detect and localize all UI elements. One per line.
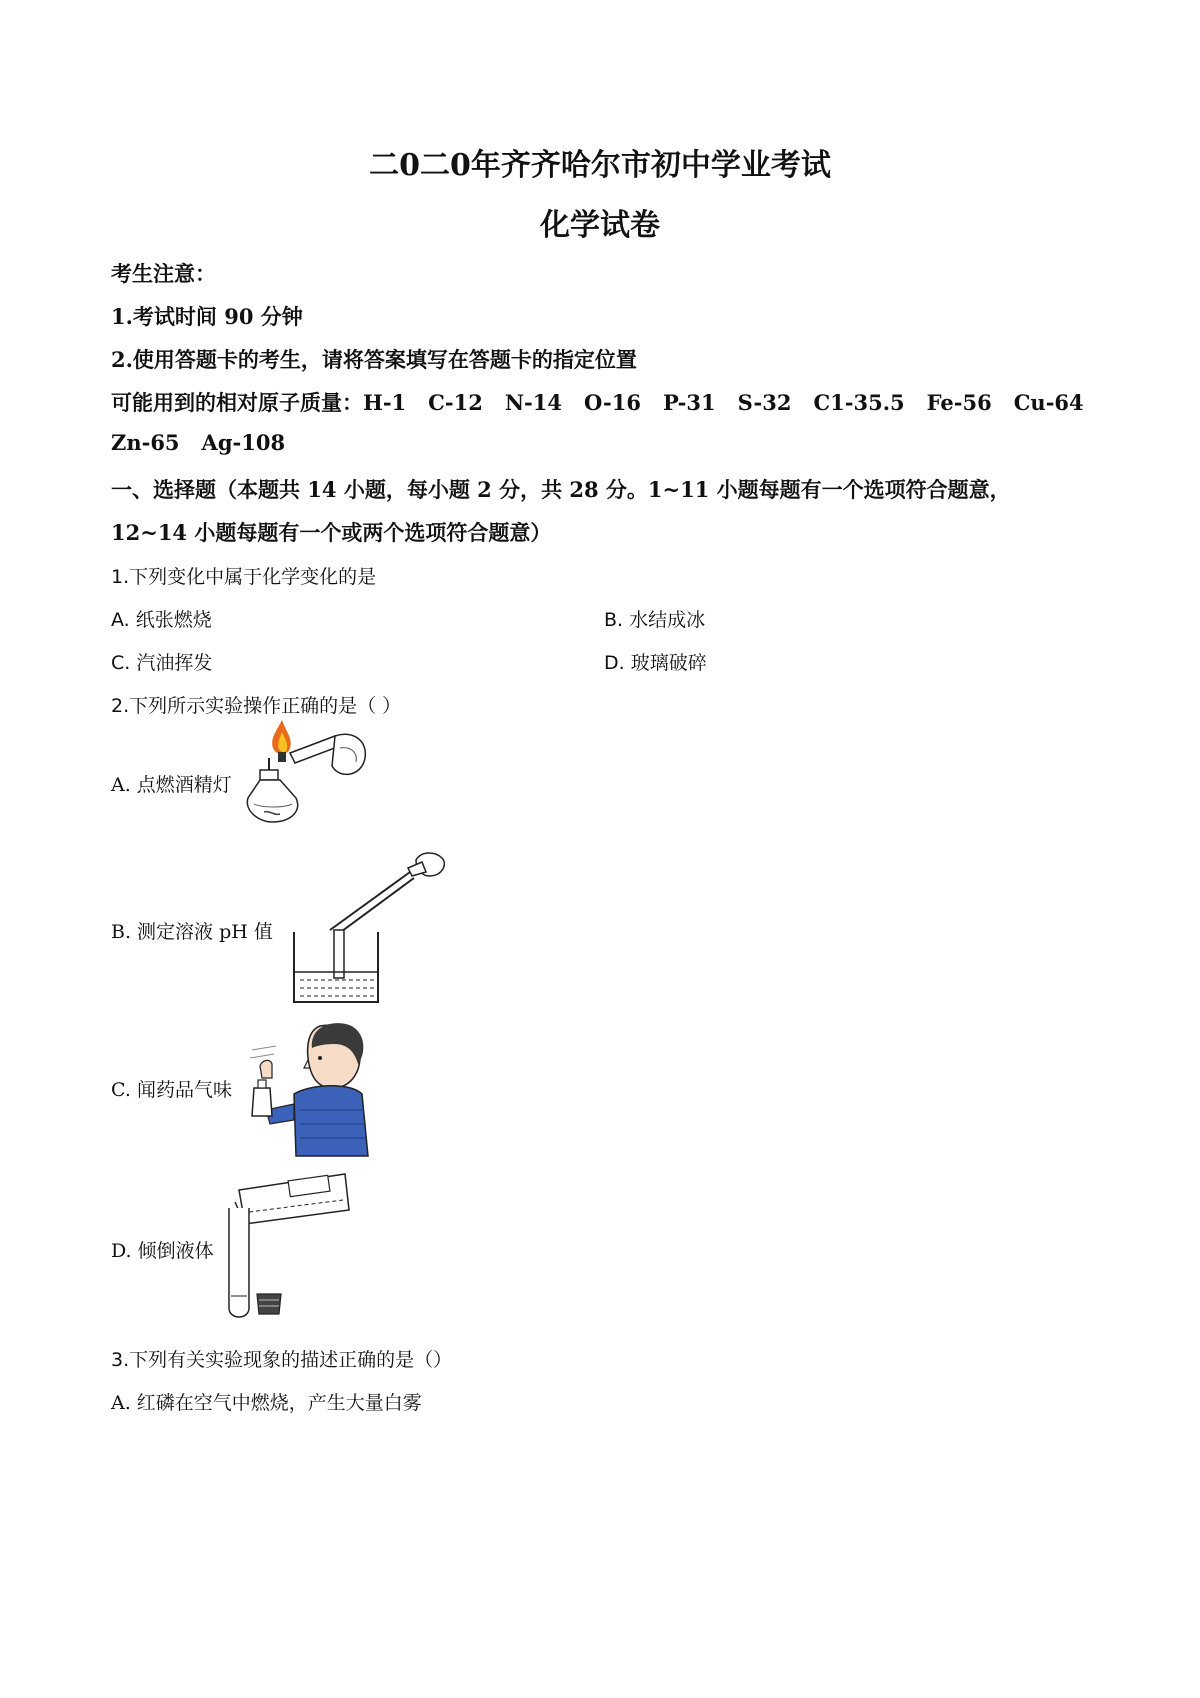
question-1-stem: 1.下列变化中属于化学变化的是 [111,566,377,588]
atomic-mass-cu: Cu-64 [1013,390,1084,415]
atomic-mass-n: N-14 [504,390,562,415]
atomic-mass-cl: C1-35.5 [813,390,905,415]
question-3-stem: 3.下列有关实验现象的描述正确的是（） [111,1349,453,1371]
notice-item-1: 1.考试时间 90 分钟 [111,304,303,329]
question-1-option-d: D. 玻璃破碎 [604,652,707,674]
atomic-mass-c: C-12 [428,390,483,415]
question-1-option-b: B. 水结成冰 [604,609,706,631]
question-2-stem: 2.下列所示实验操作正确的是（ ） [111,695,402,717]
atomic-mass-s: S-32 [737,390,792,415]
section1-heading-line2: 12~14 小题每题有一个或两个选项符合题意） [111,520,552,545]
notice-heading: 考生注意： [111,261,216,286]
atomic-masses-line [111,387,1084,417]
atomic-masses-label: 可能用到的相对原子质量： [111,390,363,415]
atomic-mass-p: P-31 [662,390,716,415]
exam-subtitle: 化学试卷 [540,208,660,243]
question-3-option-a: A. 红磷在空气中燃烧，产生大量白雾 [111,1392,422,1414]
question-1-option-c: C. 汽油挥发 [111,652,213,674]
question-2-option-d: D. 倾倒液体 [111,1240,214,1262]
smelling-chemical-illustration [250,1020,390,1160]
question-1-option-a: A. 纸张燃烧 [111,609,212,631]
notice-item-2: 2.使用答题卡的考生，请将答案填写在答题卡的指定位置 [111,347,637,372]
pouring-liquid-illustration [225,1168,375,1328]
atomic-mass-ag: Ag-108 [201,430,286,455]
question-2-option-a: A. 点燃酒精灯 [111,774,232,796]
alcohol-lamp-illustration [240,718,370,838]
atomic-mass-o: O-16 [583,390,641,415]
atomic-masses-line-2 [111,430,307,455]
ph-test-illustration [290,848,470,1008]
question-2-option-b: B. 测定溶液 pH 值 [111,921,273,943]
exam-title: 二0二0年齐齐哈尔市初中学业考试 [369,148,831,183]
atomic-mass-fe: Fe-56 [926,390,992,415]
question-2-option-c: C. 闻药品气味 [111,1079,232,1101]
atomic-mass-zn: Zn-65 [111,430,180,455]
atomic-mass-h: H-1 [363,390,407,415]
section1-heading-line1: 一、选择题（本题共 14 小题，每小题 2 分，共 28 分。1~11 小题每题有一个选项符合题意， [111,477,1011,502]
